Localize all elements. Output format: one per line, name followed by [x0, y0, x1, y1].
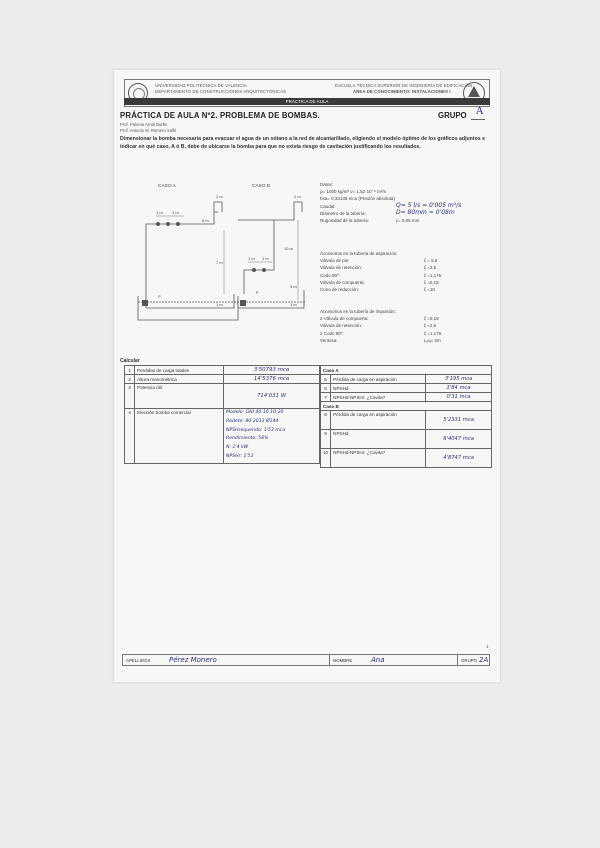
- table-row: 6 NPSHd 1'84 mca: [321, 384, 492, 393]
- bomba-potencia: N: 1'4 kW: [226, 445, 249, 451]
- table-row: 10 NPSHd-NPSHr: ¿Cavita? 4'8747 mca: [321, 449, 492, 468]
- table-row: 2 Altura manométrica 14'5376 mca: [125, 375, 320, 384]
- caso-a-header: Caso A: [321, 366, 492, 375]
- calc-table-right: [320, 365, 492, 468]
- pump-installation-diagram: [134, 190, 310, 330]
- perdidas-totales-value: 3'50793 mca: [224, 366, 320, 375]
- dim-b-2: 10 m: [284, 246, 293, 251]
- professor-1: Prof. Paloma Arnal Burlle: [120, 122, 167, 127]
- university-name: UNIVERSIDAD POLITÉCNICA DE VALENCIA: [155, 83, 247, 88]
- dim-b-3: 1 m: [248, 256, 255, 261]
- pressure-b: P: [256, 290, 259, 295]
- caso-b-header: Caso B: [321, 402, 492, 411]
- impulsion-accessories: [320, 308, 460, 344]
- rugosidad-value: ε= 0,05 mm: [396, 218, 420, 224]
- imp-item: Válvula de retención: ξ =2,5: [320, 323, 437, 329]
- datos-title: Datos:: [320, 182, 334, 187]
- asp-item: Codo 90º: ξ =1,176: [320, 272, 442, 278]
- bomba-modelo: Modelo: GNI 40-16 10-20: [226, 410, 284, 415]
- dim-a-5: 7 m: [216, 260, 223, 265]
- dim-b-1: 2 m: [294, 194, 301, 199]
- datos-block: [320, 181, 462, 224]
- professor-2: Prof. Antonio M. Romero Sollé: [120, 128, 177, 133]
- table-row: 4 Elección bomba comercial Modelo: GNI 40-16 10-20 Rodete: 80-2013 Ø144 NPSHrequerido: 1'53 mca Rendimiento: 58% N: 1'4 kW NPSHr: 1'53: [125, 409, 320, 464]
- pressure-a: P: [158, 294, 161, 299]
- table-row: 5 Pérdida de carga en aspiración 3'195 mca: [321, 375, 492, 384]
- rugosidad-label: Rugosidad de la tubería:: [320, 218, 370, 224]
- school-name: ESCUELA TÉCNICA SUPERIOR DE INGENIERÍA DE EDIFICACIÓN: [335, 83, 473, 88]
- potencia-util-value: 714'031 W: [224, 384, 320, 409]
- bomba-npshreq: NPSHrequerido: 1'53 mca: [226, 427, 286, 433]
- table-row: 8 Pérdida de carga en aspiración 5'2331 mca: [321, 411, 492, 430]
- caso-a-label: CASO A: [158, 184, 176, 189]
- datos-line-1: ρ= 1000 kg/m³ ν= 1,52·10⁻⁶ m²/s: [320, 189, 386, 195]
- department-name: DEPARTAMENTO DE CONSTRUCCIONES ARQUITECTÓNICAS: [155, 89, 287, 94]
- altura-manometrica-value: 14'5376 mca: [224, 375, 320, 384]
- asp-item: Válvula de compuerta: ξ =0,15: [320, 279, 439, 285]
- grupo-label: GRUPO: [438, 111, 467, 120]
- bomba-npshr: NPSHr: 1'53: [226, 453, 254, 459]
- bomba-rendimiento: Rendimiento: 58%: [226, 436, 269, 442]
- asp-title: Accesorios en la tubería de aspiración:: [320, 251, 398, 256]
- table-row: 9 NPSHd 6'4047 mca: [321, 430, 492, 449]
- nombre-label: NOMBRE: [333, 658, 353, 663]
- imp-title: Accesorios en la tubería de impulsión:: [320, 309, 397, 314]
- datos-line-2: hsa= 0,33138 mca (Presión absoluta): [320, 196, 395, 202]
- imp-item: Ventosa: Lₑq= 2m: [320, 337, 441, 343]
- table-row: 3 Potencia útil 714'031 W: [125, 384, 320, 409]
- caudal-label: Caudal:: [320, 203, 336, 209]
- asp-item: Válvula de retención: ξ =2,5: [320, 265, 437, 271]
- imp-item: 2 Válvula de compuerta: ξ =0,15: [320, 316, 439, 322]
- table-row: 1 Perdidas de carga totales 3'50793 mca: [125, 366, 320, 375]
- dim-a-6: 1 m: [216, 302, 223, 307]
- knowledge-area: ÁREA DE CONOCIMIENTO: INSTALACIONES I: [353, 89, 451, 94]
- dim-a-2: 1 m: [156, 210, 163, 215]
- nombre-value: Ana: [371, 656, 385, 664]
- dim-b-4: 1 m: [262, 256, 269, 261]
- student-footer: [122, 654, 490, 666]
- grupo-handwritten: A: [476, 106, 484, 117]
- aspiration-accessories: [320, 250, 460, 293]
- caudal-row: [320, 201, 462, 210]
- diametro-label: Diámetro de la tubería:: [320, 210, 366, 216]
- dim-b-5: 3 m: [290, 284, 297, 289]
- problem-statement: Dimensionar la bomba necesaria para evacuar el agua de un sótano a la red de alcantarillado, eligiendo el modelo óptimo de los gráficos adjuntos e indicar en qué caso, A ó B, debe de ubicarse la bomba para que no exista riesgo de cavitación justificando los resultados.: [120, 136, 485, 150]
- rugosidad-row: [320, 217, 420, 224]
- bomba-rodete: Rodete: 80-2013 Ø144: [226, 418, 279, 424]
- asp-item: Válvula de pie: ξ = 5,5: [320, 258, 438, 264]
- footer-grupo-value: 2A: [479, 656, 489, 664]
- page-number: 1: [486, 644, 489, 649]
- diametro-row: [320, 208, 455, 217]
- header-band: PRACTICA DE AULA: [124, 98, 490, 105]
- dim-a-4: 6 m: [202, 218, 209, 223]
- page-title: PRÁCTICA DE AULA Nº2. PROBLEMA DE BOMBAS.: [120, 111, 321, 120]
- dim-a-1: 2 m: [216, 194, 223, 199]
- calc-table-left: [124, 365, 320, 464]
- footer-grupo-label: GRUPO: [461, 658, 478, 663]
- dim-b-6: 1 m: [290, 302, 297, 307]
- worksheet-page: [114, 70, 500, 682]
- apellidos-label: APELLIDOS: [126, 658, 151, 663]
- caso-b-label: CASO B: [252, 184, 271, 189]
- asp-item: Cono de reducción: ξ =10: [320, 287, 435, 293]
- caudal-value: Q= 5 l/s = 0'005 m³/s: [396, 201, 462, 209]
- table-row: 7 NPSHd-NPSHr: ¿Cavita? 0'31 mca: [321, 393, 492, 402]
- calcular-title: Calcular: [120, 358, 140, 364]
- dim-a-3: 1 m: [172, 210, 179, 215]
- bomba-details: [224, 409, 320, 464]
- imp-item: 2 Codo 90º: ξ =1,176: [320, 330, 442, 336]
- grupo-underline: [471, 119, 485, 120]
- diametro-value: D= 80mm = 0'08m: [396, 208, 455, 216]
- apellidos-value: Pérez Monero: [169, 656, 217, 664]
